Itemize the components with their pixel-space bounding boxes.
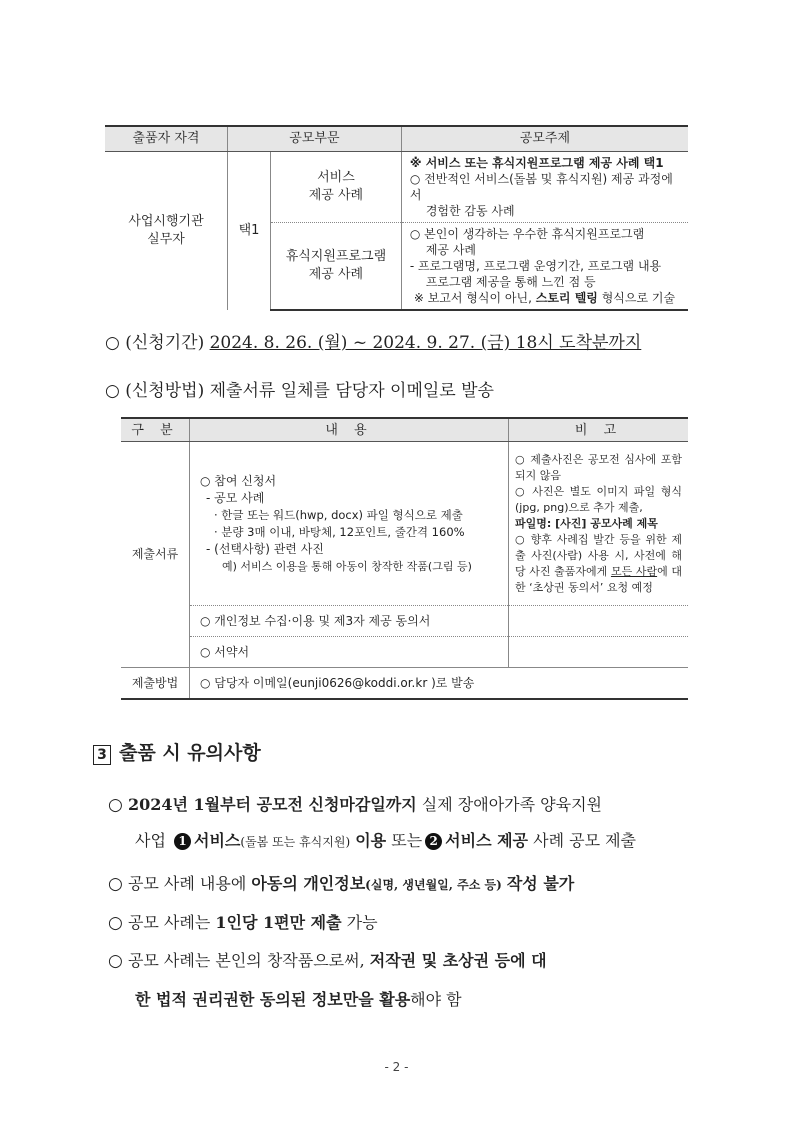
application-content bbox=[190, 442, 509, 606]
application-method bbox=[105, 376, 494, 401]
category-service bbox=[271, 152, 402, 223]
topic-line: 경험한 감동 사례 bbox=[425, 204, 515, 218]
content-line: - (선택사항) 관련 사진 bbox=[206, 541, 324, 556]
notice-item-1-line2 bbox=[135, 828, 735, 851]
remark-underline: 모든 사람 bbox=[610, 564, 658, 578]
remark-line bbox=[515, 532, 682, 596]
remark-text: 에 대한 ‘초상권 동의서’ 요청 예정 bbox=[515, 564, 682, 594]
page-number: - 2 - bbox=[384, 1060, 409, 1074]
notice-small: (돌봄 또는 휴식지원) bbox=[240, 835, 351, 849]
notice-bold: 작성 불가 bbox=[506, 874, 575, 893]
topic-line: 제공 사례 bbox=[425, 243, 477, 257]
header-qualification: 출품자 자격 bbox=[105, 126, 228, 152]
bullet: ○ bbox=[108, 795, 123, 815]
remark-cell bbox=[509, 442, 689, 606]
topic-service bbox=[401, 152, 688, 223]
notice-bold: 한 법적 권리권한 동의된 정보만을 활용 bbox=[135, 990, 411, 1009]
remark-text: ○ 향후 사례집 발간 등을 위한 제출 사진(사람) 사용 시, 사전에 해당 사진 출품자에게 bbox=[515, 532, 682, 578]
notice-text: 가능 bbox=[346, 913, 378, 932]
topic-program bbox=[401, 223, 688, 311]
notice-text: 공모 사례는 bbox=[127, 913, 211, 932]
notice-bold: 아동의 개인정보 bbox=[251, 874, 366, 893]
section-heading bbox=[93, 738, 261, 765]
notice-bold: 이용 bbox=[355, 831, 387, 850]
remark-line: 파일명: [사진] 공모사례 제목 bbox=[515, 516, 658, 530]
application-period bbox=[105, 328, 641, 353]
notice-item-1 bbox=[108, 792, 708, 815]
submission-table bbox=[121, 417, 688, 700]
remark-empty bbox=[509, 606, 689, 637]
notice-text: 해야 함 bbox=[410, 990, 462, 1009]
bullet: ○ bbox=[105, 381, 120, 401]
category-name: 제공 사례 bbox=[308, 267, 364, 282]
section-title: 출품 시 유의사항 bbox=[119, 742, 261, 764]
notice-bold: 서비스 bbox=[194, 831, 241, 850]
topic-line: ※ 서비스 또는 휴식지원프로그램 제공 사례 택1 bbox=[409, 156, 664, 170]
consent-form: ○ 개인정보 수집·이용 및 제3자 제공 동의서 bbox=[190, 606, 509, 637]
qualification-line: 실무자 bbox=[147, 232, 185, 247]
remark-empty bbox=[509, 637, 689, 668]
category-name: 휴식지원프로그램 bbox=[285, 249, 387, 264]
content-line: 예) 서비스 이용을 통해 아동이 창작한 작품(그림 등) bbox=[222, 559, 472, 573]
contest-category-table bbox=[105, 125, 688, 311]
notice-text: 사례 공모 제출 bbox=[533, 831, 637, 850]
bullet: ○ bbox=[108, 951, 123, 971]
bullet: ○ bbox=[108, 913, 123, 933]
submit-text: ○ 담당자 이메일(eunji0626@koddi.or.kr )로 발송 bbox=[190, 668, 689, 700]
content-line: · 한글 또는 워드(hwp, docx) 파일 형식으로 제출 bbox=[214, 507, 463, 522]
header-topic: 공모주제 bbox=[401, 126, 688, 152]
notice-bold: 서비스 제공 bbox=[445, 831, 529, 850]
bullet: ○ bbox=[105, 333, 120, 353]
docs-label: 제출서류 bbox=[121, 442, 190, 668]
submit-label: 제출방법 bbox=[121, 668, 190, 700]
notice-text: 사업 bbox=[135, 831, 166, 850]
notice-item-3 bbox=[108, 910, 708, 933]
header-category: 공모부문 bbox=[228, 126, 402, 152]
bullet: ○ bbox=[108, 874, 123, 894]
remark-line: ○ 제출사진은 공모전 심사에 포함되지 않음 bbox=[515, 452, 682, 482]
notice-small: (실명, 생년월일, 주소 등) bbox=[365, 878, 502, 892]
notice-text: 공모 사례는 본인의 창작품으로써, bbox=[127, 951, 365, 970]
storytelling-note bbox=[410, 290, 682, 306]
notice-bold: 2024년 1월부터 공모전 신청마감일까지 bbox=[127, 795, 417, 814]
choice-cell: 택1 bbox=[228, 152, 271, 311]
content-line: ○ 참여 신청서 bbox=[200, 473, 277, 488]
category-name: 서비스 bbox=[317, 170, 355, 185]
notice-bold: 저작권 및 초상권 등에 대 bbox=[369, 951, 547, 970]
number-badge: 1 bbox=[174, 833, 191, 850]
remark-line: ○ 사진은 별도 이미지 파일 형식(jpg, png)으로 추가 제출, bbox=[515, 484, 682, 514]
notice-text: 실제 장애아가족 양육지원 bbox=[421, 795, 602, 814]
notice-item-2 bbox=[108, 871, 708, 894]
topic-line: 프로그램 제공을 통해 느낀 점 등 bbox=[425, 275, 596, 289]
notice-text: 또는 bbox=[391, 831, 423, 850]
topic-line: - 프로그램명, 프로그램 운영기간, 프로그램 내용 bbox=[409, 259, 662, 273]
category-program bbox=[271, 223, 402, 311]
number-badge: 2 bbox=[425, 833, 442, 850]
header-remark: 비 고 bbox=[509, 418, 689, 442]
category-name: 제공 사례 bbox=[308, 188, 364, 203]
header-division: 구 분 bbox=[121, 418, 190, 442]
notice-bold: 1인당 1편만 제출 bbox=[215, 913, 342, 932]
header-content: 내 용 bbox=[190, 418, 509, 442]
content-line: - 공모 사례 bbox=[206, 490, 265, 505]
pledge-form: ○ 서약서 bbox=[190, 637, 509, 668]
notice-item-4-line2 bbox=[135, 987, 735, 1010]
section-number: 3 bbox=[93, 745, 111, 765]
qualification-line: 사업시행기관 bbox=[128, 214, 204, 229]
method-text: (신청방법) 제출서류 일체를 담당자 이메일로 발송 bbox=[125, 381, 494, 401]
note-text: ※ 보고서 형식이 아닌, bbox=[413, 291, 532, 305]
content-line: · 분량 3매 이내, 바탕체, 12포인트, 줄간격 160% bbox=[214, 524, 465, 539]
period-text: 2024. 8. 26. (월) ~ 2024. 9. 27. (금) 18시 도착분까지 bbox=[209, 333, 642, 353]
period-label: (신청기간) bbox=[125, 333, 205, 353]
note-emphasis: 스토리 텔링 bbox=[535, 291, 598, 305]
topic-line: ○ 본인이 생각하는 우수한 휴식지원프로그램 bbox=[409, 227, 645, 241]
qualification-cell bbox=[105, 152, 228, 311]
notice-text: 공모 사례 내용에 bbox=[127, 874, 247, 893]
notice-item-4 bbox=[108, 948, 708, 971]
note-text: 형식으로 기술 bbox=[601, 291, 676, 305]
topic-line: ○ 전반적인 서비스(돌봄 및 휴식지원) 제공 과정에서 bbox=[409, 172, 673, 202]
